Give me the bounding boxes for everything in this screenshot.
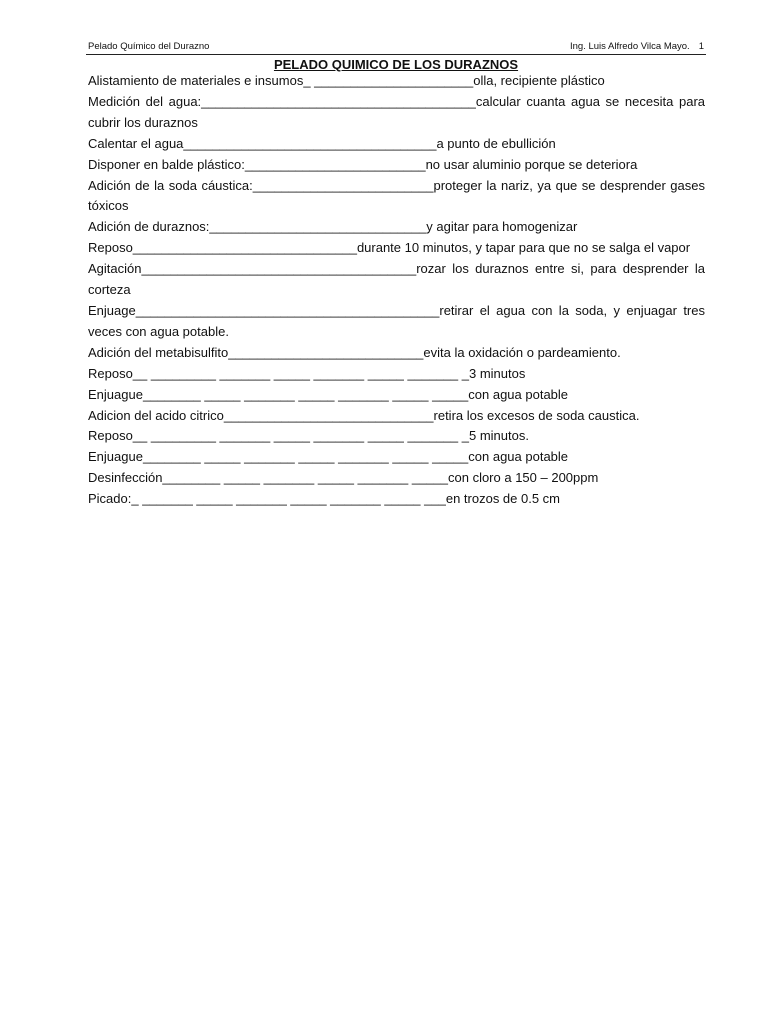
header-document-name: Pelado Químico del Durazno xyxy=(88,41,210,52)
procedure-step: Reposo__ _________ _______ _____ _______ _____ _______ _5 minutos. xyxy=(88,428,529,444)
procedure-step: Medición del agua:______________________________________calcular cuanta agua se necesita para cubrir los duraznos xyxy=(88,93,705,130)
procedure-step: Enjuague________ _____ _______ _____ _______ _____ _____con agua potable xyxy=(88,449,569,465)
procedure-step: Picado:_ _______ _____ _______ _____ _______ _____ ___en trozos de 0.5 cm xyxy=(88,491,561,507)
procedure-step: Reposo_______________________________durante 10 minutos, y tapar para que no se salga el vapor xyxy=(88,240,691,256)
procedure-step: Enjuage__________________________________________retirar el agua con la soda, y enjuagar tres veces con agua potable. xyxy=(88,302,705,339)
document-title: PELADO QUIMICO DE LOS DURAZNOS xyxy=(273,57,519,72)
running-header xyxy=(86,40,706,55)
header-right xyxy=(570,40,704,54)
procedure-step: Adición de la soda cáustica:_________________________proteger la nariz, ya que se desprender gases tóxicos xyxy=(88,177,705,214)
page-number: 1 xyxy=(698,41,704,52)
procedure-step: Reposo__ _________ _______ _____ _______ _____ _______ _3 minutos xyxy=(88,365,526,381)
header-author: Ing. Luis Alfredo Vilca Mayo. xyxy=(570,41,690,52)
procedure-step: Alistamiento de materiales e insumos_ ______________________olla, recipiente plástico xyxy=(88,73,605,88)
procedure-step: Adición de duraznos:______________________________y agitar para homogenizar xyxy=(88,219,578,235)
procedure-step: Calentar el agua___________________________________a punto de ebullición xyxy=(88,135,556,151)
procedure-step: Enjuague________ _____ _______ _____ _______ _____ _____con agua potable xyxy=(88,386,569,402)
procedure-step: Desinfección________ _____ _______ _____ _______ _____con cloro a 150 – 200ppm xyxy=(88,470,599,486)
procedure-list xyxy=(88,71,705,510)
procedure-step: Disponer en balde plástico:_________________________no usar aluminio porque se deteriora xyxy=(88,156,638,172)
procedure-step: Adición del metabisulfito___________________________evita la oxidación o pardeamiento. xyxy=(88,344,621,360)
procedure-step: Agitación______________________________________rozar los duraznos entre si, para desprender la corteza xyxy=(88,261,705,298)
procedure-step: Adicion del acido citrico_____________________________retira los excesos de soda caustica. xyxy=(88,407,640,423)
